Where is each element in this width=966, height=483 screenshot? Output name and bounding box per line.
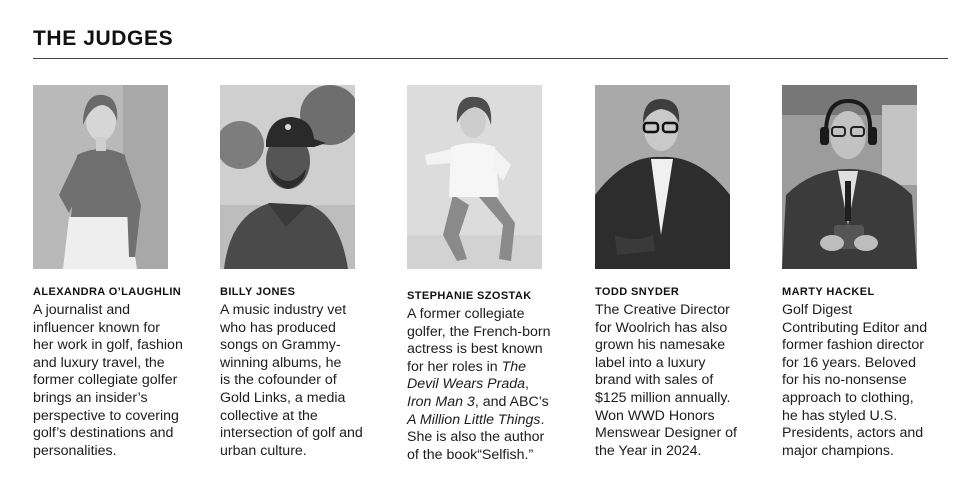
judge-bio: [407, 306, 583, 464]
judge-card: [220, 85, 396, 460]
judge-photo: [220, 85, 355, 269]
judge-bio: A journalist and influencer known for her work in golf, fashion and luxury travel, the former collegiate golfer brings an insider’s perspective to covering golf’s destinations and personalities.: [33, 302, 183, 459]
judge-card: [595, 85, 771, 460]
judge-card: [407, 85, 583, 464]
bio-title-italic: A Million Little Things: [407, 411, 541, 428]
judge-bio: Golf Digest Contributing Editor and former fashion director for 16 years. Beloved for his no-nonsense approach to clothing, he has styled U.S. Presidents, actors and major champions.: [782, 302, 928, 459]
header-divider: [33, 58, 948, 59]
portrait-man-cap-icon: [220, 85, 355, 269]
portrait-woman-cardigan-icon: [33, 85, 168, 269]
judge-name: BILLY JONES: [220, 286, 296, 298]
judge-photo: [782, 85, 917, 269]
bio-text: . She is also the author of the book“Selfish.”: [407, 411, 545, 463]
bio-title-italic: Iron Man 3: [407, 393, 475, 410]
judge-photo: [595, 85, 730, 269]
judge-card: [782, 85, 958, 460]
bio-text: A former collegiate golfer, the French-born actress is best known for her roles in: [407, 306, 551, 375]
judge-bio: A music industry vet who has produced songs on Grammy- winning albums, he is the cofounder of Gold Links, a media collective at the intersection of golf and urban culture.: [220, 302, 363, 459]
judge-name: STEPHANIE SZOSTAK: [407, 290, 532, 302]
judge-bio: The Creative Director for Woolrich has also grown his namesake label into a luxury brand with sales of $125 million annually. Won WWD Honors Menswear Designer of the Year in 2024.: [595, 302, 737, 459]
portrait-man-glasses-icon: [595, 85, 730, 269]
judge-name: TODD SNYDER: [595, 286, 680, 298]
portrait-woman-kneeling-icon: [407, 85, 542, 269]
judge-card: [33, 85, 209, 460]
judge-name: MARTY HACKEL: [782, 286, 875, 298]
judge-photo: [407, 85, 542, 269]
section-title: THE JUDGES: [33, 27, 174, 50]
portrait-man-headphones-icon: [782, 85, 917, 269]
judge-photo: [33, 85, 168, 269]
judge-name: ALEXANDRA O’LAUGHLIN: [33, 286, 182, 298]
section-header: [33, 27, 948, 51]
bio-text: ,: [525, 376, 529, 393]
bio-text: , and ABC’s: [474, 393, 549, 410]
bio-title-italic: The Devil Wears Prada: [407, 358, 527, 393]
